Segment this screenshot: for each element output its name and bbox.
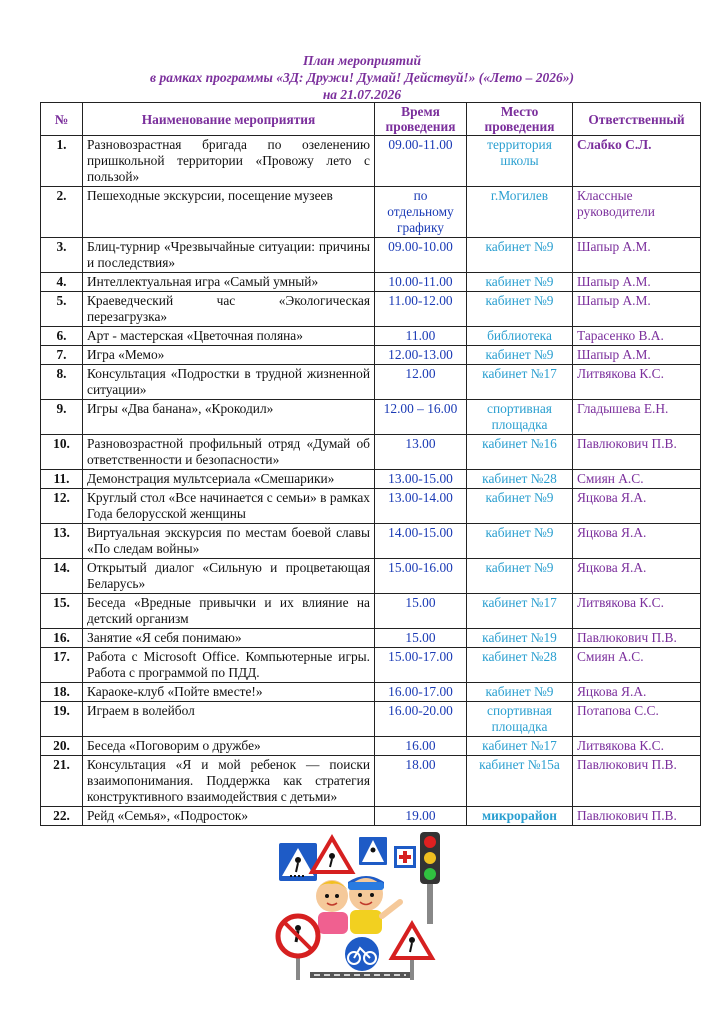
- row-place: кабинет №17: [467, 594, 573, 629]
- row-place: кабинет №28: [467, 470, 573, 489]
- row-place: кабинет №9: [467, 346, 573, 365]
- row-resp: Павлюкович П.В.: [573, 807, 701, 826]
- row-name: Открытый диалог «Сильную и процветающая Беларусь»: [83, 559, 375, 594]
- row-resp: Шапыр А.М.: [573, 238, 701, 273]
- row-num: 9.: [41, 400, 83, 435]
- row-time: 16.00-17.00: [375, 683, 467, 702]
- children-warning-sign-icon: [392, 924, 432, 980]
- table-row: [41, 238, 701, 273]
- row-place: кабинет №9: [467, 489, 573, 524]
- row-time: 12.00 – 16.00: [375, 400, 467, 435]
- row-place: библиотека: [467, 327, 573, 346]
- row-name: Круглый стол «Все начинается с семьи» в рамках Года белорусской женщины: [83, 489, 375, 524]
- table-row: [41, 365, 701, 400]
- table-row: [41, 683, 701, 702]
- row-resp: Павлюкович П.В.: [573, 629, 701, 648]
- row-place: территория школы: [467, 136, 573, 187]
- row-resp: Литвякова К.С.: [573, 594, 701, 629]
- row-num: 16.: [41, 629, 83, 648]
- table-row: [41, 594, 701, 629]
- row-time: 12.00-13.00: [375, 346, 467, 365]
- row-time: 15.00-16.00: [375, 559, 467, 594]
- row-num: 1.: [41, 136, 83, 187]
- row-num: 3.: [41, 238, 83, 273]
- row-time: 10.00-11.00: [375, 273, 467, 292]
- table-row: [41, 559, 701, 594]
- row-time: 09.00-11.00: [375, 136, 467, 187]
- plan-date: на 21.07.2026: [322, 87, 402, 102]
- row-time: 11.00: [375, 327, 467, 346]
- row-name: Арт - мастерская «Цветочная поляна»: [83, 327, 375, 346]
- row-time: 18.00: [375, 756, 467, 807]
- row-time: 15.00: [375, 629, 467, 648]
- bicycle-sign-icon: [344, 936, 380, 972]
- row-name: Разновозрастной профильный отряд «Думай об ответственности и безопасности»: [83, 435, 375, 470]
- row-name: Пешеходные экскурсии, посещение музеев: [83, 187, 375, 238]
- row-num: 14.: [41, 559, 83, 594]
- row-name: Рейд «Семья», «Подросток»: [83, 807, 375, 826]
- row-resp: Классные руководители: [573, 187, 701, 238]
- row-resp: Яцкова Я.А.: [573, 524, 701, 559]
- table-header-row: [41, 103, 701, 136]
- row-num: 2.: [41, 187, 83, 238]
- row-time: 16.00-20.00: [375, 702, 467, 737]
- row-num: 17.: [41, 648, 83, 683]
- row-name: Демонстрация мультсериала «Смешарики»: [83, 470, 375, 489]
- row-place: кабинет №9: [467, 292, 573, 327]
- row-place: спортивная площадка: [467, 400, 573, 435]
- row-time: по отдельному графику: [375, 187, 467, 238]
- row-resp: Павлюкович П.В.: [573, 435, 701, 470]
- table-row: [41, 346, 701, 365]
- row-resp: Яцкова Я.А.: [573, 489, 701, 524]
- table-row: [41, 648, 701, 683]
- row-name: Занятие «Я себя понимаю»: [83, 629, 375, 648]
- row-resp: Смиян А.С.: [573, 470, 701, 489]
- row-place: кабинет №9: [467, 273, 573, 292]
- row-place: кабинет №9: [467, 683, 573, 702]
- row-time: 13.00-15.00: [375, 470, 467, 489]
- kids-icon: [316, 876, 400, 934]
- table-row: [41, 292, 701, 327]
- header-place: Место проведения: [467, 103, 573, 136]
- row-num: 8.: [41, 365, 83, 400]
- table-row: [41, 400, 701, 435]
- row-name: Консультация «Подростки в трудной жизненной ситуации»: [83, 365, 375, 400]
- row-place: микрорайон: [467, 807, 573, 826]
- events-table: [40, 102, 701, 826]
- row-name: Краеведческий час «Экологическая перезагрузка»: [83, 292, 375, 327]
- row-name: Беседа «Поговорим о дружбе»: [83, 737, 375, 756]
- row-time: 11.00-12.00: [375, 292, 467, 327]
- row-name: Караоке-клуб «Пойте вместе!»: [83, 683, 375, 702]
- row-name: Беседа «Вредные привычки и их влияние на детский организм: [83, 594, 375, 629]
- row-name: Блиц-турнир «Чрезвычайные ситуации: причины и последствия»: [83, 238, 375, 273]
- row-num: 11.: [41, 470, 83, 489]
- row-name: Работа с Microsoft Office. Компьютерные игры. Работа с программой по ПДД.: [83, 648, 375, 683]
- row-resp: Яцкова Я.А.: [573, 683, 701, 702]
- row-time: 13.00: [375, 435, 467, 470]
- row-name: Консультация «Я и мой ребенок — поиски взаимопонимания. Поддержка как стратегия конструктивного взаимодействия с детьми»: [83, 756, 375, 807]
- row-name: Интеллектуальная игра «Самый умный»: [83, 273, 375, 292]
- row-num: 10.: [41, 435, 83, 470]
- table-row: [41, 327, 701, 346]
- row-place: кабинет №15а: [467, 756, 573, 807]
- header-num: №: [41, 103, 83, 136]
- row-num: 7.: [41, 346, 83, 365]
- row-num: 13.: [41, 524, 83, 559]
- row-resp: Павлюкович П.В.: [573, 756, 701, 807]
- row-time: 19.00: [375, 807, 467, 826]
- row-num: 19.: [41, 702, 83, 737]
- row-place: кабинет №9: [467, 238, 573, 273]
- row-time: 09.00-10.00: [375, 238, 467, 273]
- table-row: [41, 489, 701, 524]
- plan-heading: [0, 52, 724, 103]
- row-place: г.Могилев: [467, 187, 573, 238]
- row-time: 16.00: [375, 737, 467, 756]
- traffic-light-icon: [420, 832, 440, 924]
- row-name: Разновозрастная бригада по озеленению пришкольной территории «Провожу лето с пользой»: [83, 136, 375, 187]
- row-num: 22.: [41, 807, 83, 826]
- table-row: [41, 470, 701, 489]
- table-row: [41, 435, 701, 470]
- row-time: 15.00-17.00: [375, 648, 467, 683]
- plan-title: План мероприятий: [302, 53, 422, 68]
- row-name: Виртуальная экскурсия по местам боевой славы «По следам войны»: [83, 524, 375, 559]
- row-resp: Смиян А.С.: [573, 648, 701, 683]
- row-resp: Шапыр А.М.: [573, 273, 701, 292]
- row-num: 21.: [41, 756, 83, 807]
- row-place: кабинет №17: [467, 737, 573, 756]
- row-place: кабинет №9: [467, 524, 573, 559]
- row-resp: Потапова С.С.: [573, 702, 701, 737]
- row-num: 20.: [41, 737, 83, 756]
- crossing-sign-icon: [278, 842, 318, 882]
- header-resp: Ответственный: [573, 103, 701, 136]
- row-num: 6.: [41, 327, 83, 346]
- table-row: [41, 524, 701, 559]
- first-aid-sign-icon: [394, 846, 416, 868]
- row-time: 14.00-15.00: [375, 524, 467, 559]
- row-resp: Шапыр А.М.: [573, 292, 701, 327]
- row-num: 15.: [41, 594, 83, 629]
- row-num: 5.: [41, 292, 83, 327]
- row-place: кабинет №17: [467, 365, 573, 400]
- table-row: [41, 629, 701, 648]
- row-resp: Гладышева Е.Н.: [573, 400, 701, 435]
- table-row: [41, 273, 701, 292]
- table-row: [41, 737, 701, 756]
- crosswalk-sign-icon: [358, 836, 388, 866]
- table-row: [41, 756, 701, 807]
- header-name: Наименование мероприятия: [83, 103, 375, 136]
- plan-program: в рамках программы «3Д: Дружи! Думай! Действуй!» («Лето – 2026»): [150, 70, 574, 85]
- row-resp: Яцкова Я.А.: [573, 559, 701, 594]
- row-num: 12.: [41, 489, 83, 524]
- table-row: [41, 807, 701, 826]
- row-num: 4.: [41, 273, 83, 292]
- row-place: кабинет №9: [467, 559, 573, 594]
- row-resp: Литвякова К.С.: [573, 365, 701, 400]
- row-place: кабинет №16: [467, 435, 573, 470]
- row-place: кабинет №19: [467, 629, 573, 648]
- row-resp: Литвякова К.С.: [573, 737, 701, 756]
- row-time: 15.00: [375, 594, 467, 629]
- row-name: Игра «Мемо»: [83, 346, 375, 365]
- header-time: Время проведения: [375, 103, 467, 136]
- road-safety-kids-illustration: [270, 832, 450, 982]
- table-row: [41, 187, 701, 238]
- row-resp: Слабко С.Л.: [573, 136, 701, 187]
- row-place: спортивная площадка: [467, 702, 573, 737]
- row-name: Играем в волейбол: [83, 702, 375, 737]
- row-num: 18.: [41, 683, 83, 702]
- no-pedestrians-sign-icon: [278, 916, 318, 980]
- row-name: Игры «Два банана», «Крокодил»: [83, 400, 375, 435]
- table-row: [41, 136, 701, 187]
- row-time: 12.00: [375, 365, 467, 400]
- row-place: кабинет №28: [467, 648, 573, 683]
- row-time: 13.00-14.00: [375, 489, 467, 524]
- table-row: [41, 702, 701, 737]
- row-resp: Тарасенко В.А.: [573, 327, 701, 346]
- row-resp: Шапыр А.М.: [573, 346, 701, 365]
